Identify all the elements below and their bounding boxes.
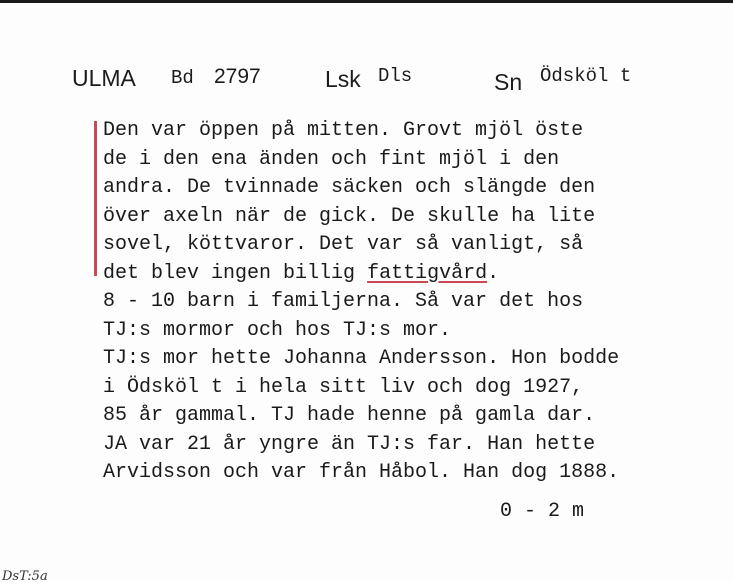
bd-number: 2797: [214, 65, 261, 88]
text-line: i Ödsköl t i hela sitt liv och dog 1927,: [103, 375, 584, 399]
text-line: [103, 260, 619, 289]
lsk-label: Lsk: [325, 66, 361, 92]
sn-value: Ödsköl t: [540, 65, 632, 87]
text-line: JA var 21 år yngre än TJ:s far. Han hette: [103, 432, 596, 456]
text-line: 85 år gammal. TJ hade henne på gamla dar.: [103, 404, 596, 427]
text-line: Arvidsson och var från Håbol. Han dog 1888.: [103, 461, 620, 484]
margin-annotation-bar: [94, 121, 97, 276]
sn-label: Sn: [494, 69, 523, 95]
text-line: 8 - 10 barn i familjerna. Så var det hos: [103, 290, 584, 313]
text-line-start: det blev ingen billig: [103, 261, 356, 285]
underlined-word: fattigvård: [367, 261, 488, 285]
text-line: Den var öppen på mitten. Grovt mjöl öste: [103, 119, 584, 142]
text-line: andra. De tvinnade säcken och slängde den: [103, 176, 596, 199]
text-line: sovel, köttvaror. Det var så vanligt, så: [103, 233, 584, 256]
text-line: över axeln när de gick. De skulle ha lite: [103, 204, 596, 228]
archive-name: ULMA: [72, 65, 136, 91]
text-line: TJ:s mor hette Johanna Andersson. Hon bodde: [103, 347, 620, 370]
bd-label: Bd: [171, 67, 194, 89]
record-text: [103, 117, 619, 488]
page-reference: 0 - 2 m: [500, 500, 585, 523]
lsk-value: Dls: [378, 65, 413, 87]
line-end-period: .: [487, 261, 500, 285]
text-line: TJ:s mormor och hos TJ:s mor.: [103, 318, 452, 342]
handwritten-corner-note: DsT:5a: [2, 569, 48, 584]
text-line: de i den ena änden och fint mjöl i den: [103, 147, 560, 171]
